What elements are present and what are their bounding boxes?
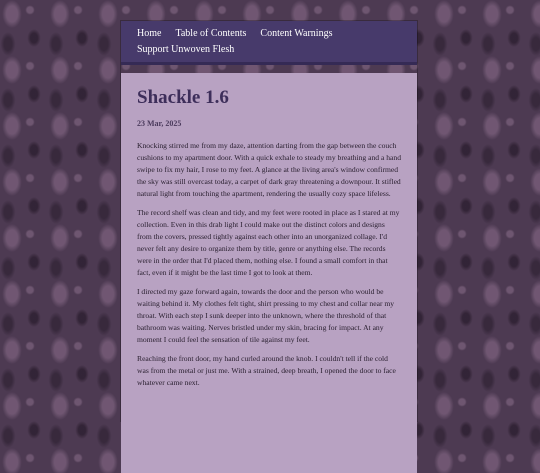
nav-home-link[interactable]: Home	[137, 28, 162, 39]
nav-support-link[interactable]: Support Unwoven Flesh	[137, 44, 235, 55]
nav-table-of-contents-link[interactable]: Table of Contents	[175, 28, 247, 39]
post-paragraph: Reaching the front door, my hand curled around the knob. I couldn't tell if the cold was from the metal or just me. With a strained, deep breath, I opened the door to face whatever came next.	[137, 354, 396, 387]
post-paragraph: I directed my gaze forward again, towards the door and the person who would be waiting behind it. My clothes felt tight, shirt pressing to my chest and collar near my throat. With each step I sunk deeper into the unknown, where the threshold of that bathroom was waiting. Nerves bristled under my skin, bracing for impact. At any moment I could feel the sensation of tile against my feet.	[137, 287, 395, 344]
nav-content-gap	[121, 65, 417, 73]
post-content	[121, 73, 417, 473]
top-navigation	[121, 21, 417, 65]
post-date: 23 Mar, 2025	[137, 119, 182, 128]
nav-row-1	[137, 26, 403, 42]
nav-row-2	[137, 42, 403, 58]
post-paragraph: Knocking stirred me from my daze, attention darting from the gap between the couch cushions to my apartment door. With a quick exhale to steady my breathing and a hand swipe to fix my hair, I rose to my feet. A glance at the living area's window confirmed the sky was still overcast today, a carpet of dark gray threatening a downpour. It stifled natural light from touching the apartment, rendering the usually cozy space lifeless.	[137, 141, 402, 198]
post-title: Shackle 1.6	[137, 87, 229, 108]
page-container	[121, 21, 417, 421]
post-paragraph: The record shelf was clean and tidy, and my feet were rooted in place as I stared at my collection. Even in this drab light I could make out the distinct colors and designs from the covers, pressed tightly against each other into an unorganized collage. I'd never felt any desire to organize them by title, genre or anything else. The records were in the order that I'd placed them, nothing else. I found a small comfort in that fact, even if it might be the last time I got to look at them.	[137, 208, 400, 277]
nav-content-warnings-link[interactable]: Content Warnings	[260, 28, 333, 39]
